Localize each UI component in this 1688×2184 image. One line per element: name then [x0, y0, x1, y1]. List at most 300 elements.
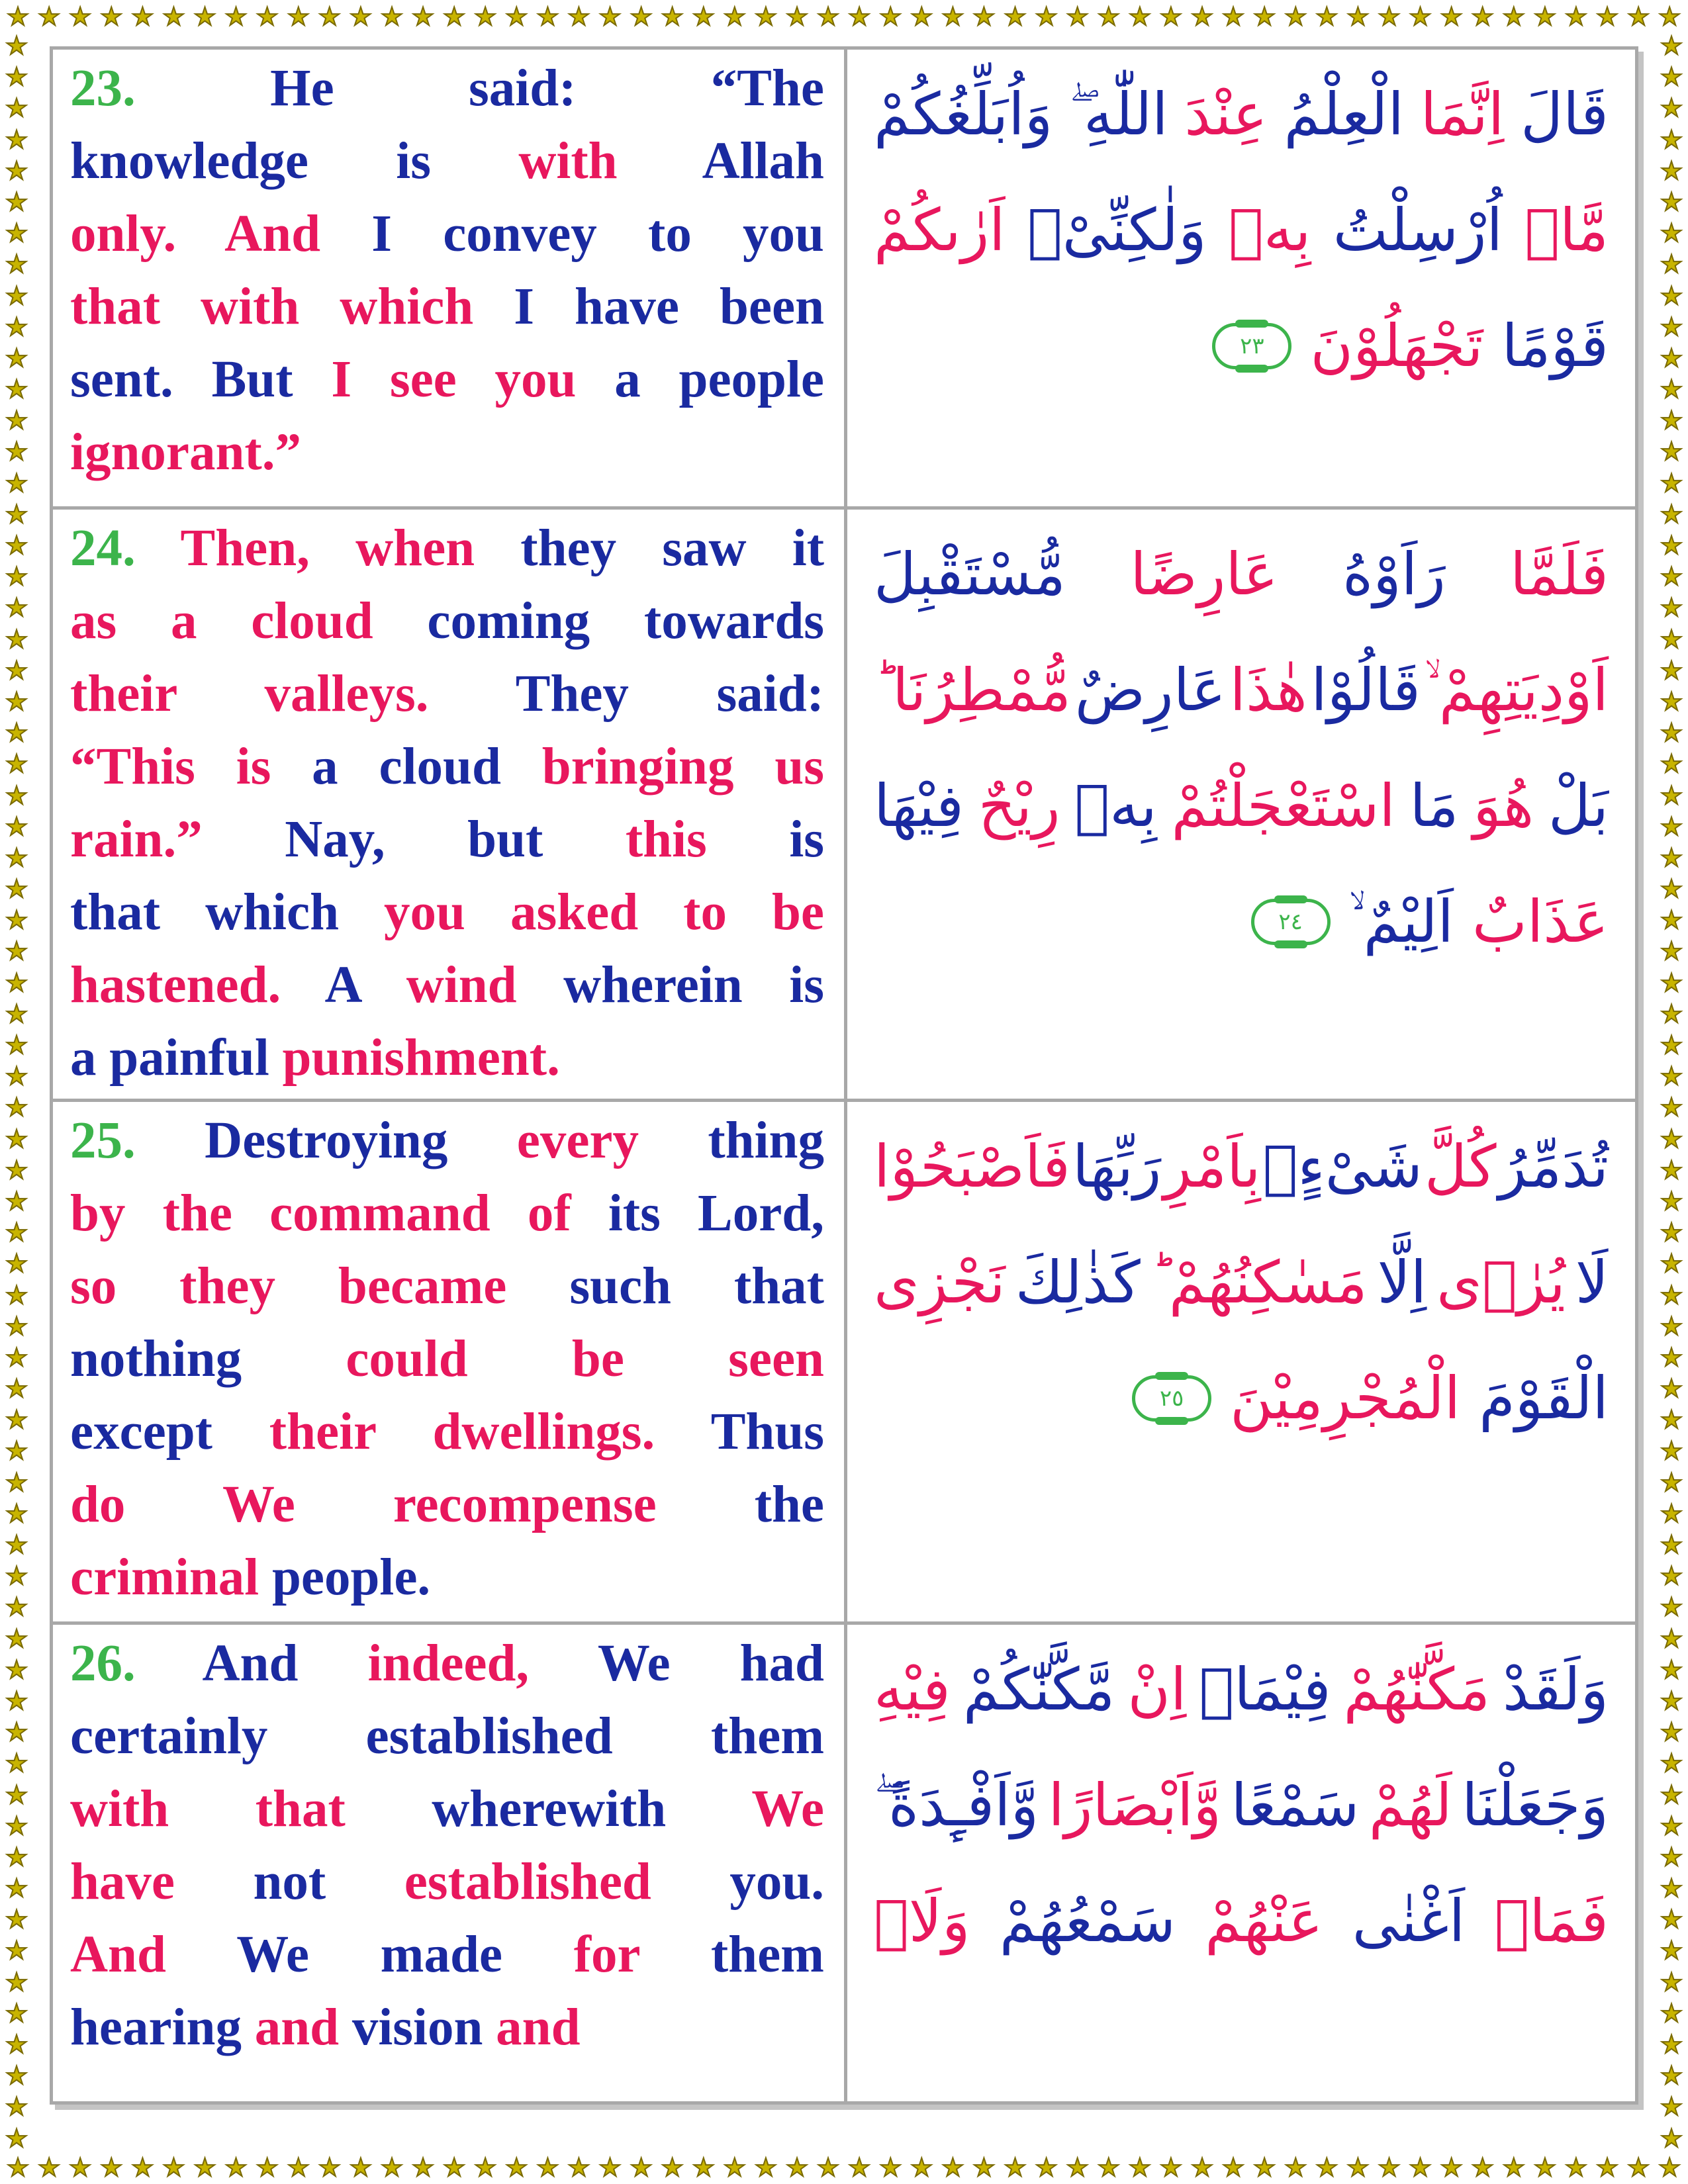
verse-row-26	[53, 1625, 1635, 2101]
star-icon: ★	[5, 2061, 28, 2091]
translation-segment: And	[202, 1635, 368, 1692]
arabic-word: نَجْزِی	[874, 1248, 1006, 1316]
arabic-word: عَنْهُمْ	[1205, 1887, 1323, 1955]
star-icon: ★	[1440, 2, 1463, 31]
arabic-word: اَوْدِیَتِهِمْ ۙ	[1424, 656, 1609, 724]
star-icon: ★	[1066, 2, 1089, 31]
verse-number: 24.	[70, 520, 136, 577]
star-icon: ★	[1660, 1186, 1683, 1216]
translation-segment: people.	[271, 1549, 431, 1606]
translation-line	[70, 1250, 824, 1323]
arabic-word: سَمْعًا	[1231, 1771, 1360, 1839]
star-icon: ★	[224, 2153, 248, 2182]
star-border-right	[1655, 33, 1688, 2151]
star-icon: ★	[1660, 1467, 1683, 1497]
verse-row-23	[53, 50, 1635, 510]
star-icon: ★	[1660, 1155, 1683, 1185]
star-icon: ★	[692, 2153, 715, 2182]
star-icon: ★	[1660, 1498, 1683, 1528]
star-icon: ★	[1660, 1342, 1683, 1372]
translation-segment: certainly established them	[70, 1707, 824, 1765]
translation-line	[70, 1323, 824, 1396]
star-icon: ★	[1627, 2, 1650, 31]
translation-segment: not	[253, 1853, 404, 1911]
translation-segment: bringing us	[541, 738, 824, 796]
star-icon: ★	[5, 312, 28, 341]
translation-segment: wind	[406, 956, 564, 1014]
translation-line	[70, 1022, 824, 1095]
star-icon: ★	[536, 2153, 559, 2182]
translation-segment: do We recompense	[70, 1476, 755, 1533]
star-icon: ★	[1660, 874, 1683, 904]
star-icon: ★	[1502, 2153, 1525, 2182]
star-icon: ★	[1660, 1093, 1683, 1122]
star-icon: ★	[69, 2153, 92, 2182]
star-icon: ★	[1660, 1249, 1683, 1279]
star-icon: ★	[661, 2, 684, 31]
star-icon: ★	[5, 905, 28, 935]
translation-line	[70, 658, 824, 731]
translation-segment: the	[754, 1476, 824, 1533]
star-icon: ★	[100, 2153, 123, 2182]
star-icon: ★	[1409, 2153, 1432, 2182]
arabic-word: وَلَقَدْ	[1502, 1655, 1609, 1723]
arabic-text	[847, 1102, 1635, 1621]
arabic-word: سَمْعُهُمْ	[999, 1887, 1176, 1955]
translation-segment: with that	[70, 1780, 432, 1838]
translation-segment: so they became	[70, 1257, 570, 1315]
translation-segment: this	[625, 811, 790, 868]
star-icon: ★	[5, 1124, 28, 1154]
translation-segment: could be seen	[346, 1330, 824, 1388]
arabic-word: فَاَصْبَحُوْا	[874, 1132, 1070, 1201]
star-icon: ★	[1660, 1780, 1683, 1809]
star-icon: ★	[1253, 2, 1276, 31]
arabic-word: تَجْهَلُوْنَ	[1310, 312, 1483, 380]
star-icon: ★	[5, 1655, 28, 1684]
star-icon: ★	[1660, 1749, 1683, 1778]
star-icon: ★	[193, 2, 216, 31]
arabic-line	[874, 288, 1609, 404]
star-icon: ★	[412, 2, 435, 31]
star-icon: ★	[1660, 2061, 1683, 2091]
star-icon: ★	[692, 2, 715, 31]
star-icon: ★	[1660, 624, 1683, 654]
star-icon: ★	[5, 250, 28, 279]
star-icon: ★	[910, 2153, 933, 2182]
star-icon: ★	[5, 686, 28, 716]
star-icon: ★	[38, 2153, 61, 2182]
star-icon: ★	[162, 2, 185, 31]
star-icon: ★	[785, 2153, 809, 2182]
star-icon: ★	[5, 499, 28, 529]
translation-segment: We made	[236, 1926, 574, 1983]
star-icon: ★	[1660, 250, 1683, 279]
verse-table	[50, 46, 1638, 2105]
translation-line	[70, 1773, 824, 1846]
star-icon: ★	[5, 1874, 28, 1903]
star-icon: ★	[38, 2, 61, 31]
star-icon: ★	[1660, 2030, 1683, 2059]
star-icon: ★	[5, 468, 28, 498]
star-icon: ★	[1564, 2153, 1587, 2182]
star-icon: ★	[1222, 2, 1245, 31]
star-icon: ★	[412, 2153, 435, 2182]
star-icon: ★	[5, 406, 28, 435]
translation-segment: “This is	[70, 738, 312, 796]
translation-line	[70, 803, 824, 876]
star-icon: ★	[1346, 2, 1370, 31]
star-icon: ★	[5, 1280, 28, 1310]
translation-line	[70, 585, 824, 658]
star-icon: ★	[972, 2153, 996, 2182]
star-icon: ★	[1035, 2153, 1058, 2182]
star-icon: ★	[131, 2, 154, 31]
star-icon: ★	[1378, 2153, 1401, 2182]
star-icon: ★	[5, 999, 28, 1028]
translation-segment: a cloud	[312, 738, 542, 796]
star-icon: ★	[817, 2153, 840, 2182]
star-icon: ★	[1660, 718, 1683, 748]
translation-segment: for	[573, 1926, 711, 1983]
star-icon: ★	[5, 562, 28, 592]
star-icon: ★	[193, 2153, 216, 2182]
arabic-line	[874, 1224, 1609, 1340]
star-icon: ★	[5, 780, 28, 810]
star-icon: ★	[1660, 1655, 1683, 1684]
arabic-word: بِهٖ	[1074, 772, 1157, 840]
arabic-word: وَلٰكِنِّیْۤ	[1027, 196, 1207, 264]
star-icon: ★	[1284, 2, 1307, 31]
arabic-word: عَذَابٌ	[1472, 887, 1609, 956]
arabic-word: بَلْ	[1548, 772, 1609, 840]
star-icon: ★	[5, 1405, 28, 1435]
translation-segment: that which	[70, 884, 385, 941]
arabic-word: وَلَاۤ	[874, 1887, 970, 1955]
star-icon: ★	[785, 2, 809, 31]
translation-line	[70, 1919, 824, 1991]
star-icon: ★	[536, 2, 559, 31]
star-icon: ★	[5, 375, 28, 404]
star-icon: ★	[1471, 2153, 1494, 2182]
arabic-word: فَلَمَّا	[1510, 540, 1609, 608]
translation-segment: They said:	[515, 665, 824, 723]
star-icon: ★	[5, 874, 28, 904]
star-icon: ★	[5, 1780, 28, 1809]
translation-segment: punishment.	[282, 1029, 560, 1087]
star-border-bottom	[7, 2151, 1681, 2184]
star-icon: ★	[1660, 93, 1683, 123]
translation-line	[70, 343, 824, 416]
star-icon: ★	[380, 2153, 404, 2182]
star-icon: ★	[1660, 1717, 1683, 1747]
star-icon: ★	[443, 2, 466, 31]
translation-line	[70, 1396, 824, 1469]
star-icon: ★	[1660, 31, 1683, 60]
star-icon: ★	[5, 624, 28, 654]
star-icon: ★	[1471, 2, 1494, 31]
translation-line	[70, 1627, 824, 1700]
arabic-word: اَرٰىكُمْ	[874, 196, 1006, 264]
arabic-word: شَیْءٍۭ	[1262, 1132, 1423, 1201]
translation-segment: nothing	[70, 1330, 346, 1388]
star-icon: ★	[5, 1936, 28, 1966]
translation-segment: Then, when	[180, 520, 521, 577]
arabic-word: اَلِیْمٌ ۙ	[1348, 887, 1454, 956]
star-icon: ★	[474, 2, 497, 31]
star-icon: ★	[5, 1218, 28, 1248]
translation-segment: rain.”	[70, 811, 285, 868]
star-icon: ★	[1315, 2153, 1338, 2182]
star-icon: ★	[5, 1093, 28, 1122]
star-icon: ★	[256, 2, 279, 31]
arabic-word: اسْتَعْجَلْتُمْ	[1171, 772, 1395, 840]
star-icon: ★	[5, 281, 28, 310]
star-icon: ★	[5, 1717, 28, 1747]
star-icon: ★	[848, 2153, 871, 2182]
arabic-word: مَّكَّنّٰكُمْ	[962, 1655, 1115, 1723]
star-icon: ★	[5, 187, 28, 216]
arabic-word: مَا	[1409, 772, 1459, 840]
star-icon: ★	[5, 1342, 28, 1372]
translation-segment: criminal	[70, 1549, 272, 1606]
translation-segment: wherein is	[563, 956, 824, 1014]
arabic-word: بِاَمْرِ	[1163, 1132, 1261, 1201]
translation-segment: its Lord,	[608, 1185, 824, 1242]
star-icon: ★	[1660, 811, 1683, 841]
star-icon: ★	[848, 2, 871, 31]
star-icon: ★	[1533, 2, 1556, 31]
arabic-line	[874, 1340, 1609, 1456]
arabic-word: هٰذَا	[1229, 656, 1307, 724]
translation-segment: hearing	[70, 1999, 255, 2056]
arabic-word: اُرْسِلْتُ	[1333, 196, 1503, 264]
verse-end-marker-icon: ٢٣	[1212, 323, 1291, 369]
star-icon: ★	[69, 2, 92, 31]
star-icon: ★	[567, 2153, 590, 2182]
star-icon: ★	[1660, 1374, 1683, 1404]
star-icon: ★	[941, 2153, 964, 2182]
star-icon: ★	[1660, 156, 1683, 185]
star-icon: ★	[1660, 375, 1683, 404]
arabic-line	[874, 1631, 1609, 1747]
arabic-word: كَذٰلِكَ	[1015, 1248, 1141, 1316]
arabic-word: فِیْمَاۤ	[1199, 1655, 1331, 1723]
star-icon: ★	[1660, 2123, 1683, 2153]
arabic-word: وَجَعَلْنَا	[1462, 1771, 1609, 1839]
star-icon: ★	[1660, 1280, 1683, 1310]
translation-segment: knowledge is	[70, 132, 519, 190]
arabic-word: اَغْنٰى	[1352, 1887, 1466, 1955]
star-icon: ★	[598, 2153, 622, 2182]
star-icon: ★	[5, 62, 28, 92]
star-icon: ★	[1660, 1124, 1683, 1154]
star-icon: ★	[1658, 2, 1681, 31]
star-icon: ★	[287, 2, 310, 31]
arabic-text	[847, 510, 1635, 1099]
verse-row-24	[53, 510, 1635, 1102]
star-icon: ★	[1159, 2, 1182, 31]
star-icon: ★	[5, 1842, 28, 1872]
star-icon: ★	[1660, 1030, 1683, 1060]
translation-line	[70, 876, 824, 949]
translation-segment: Thus	[710, 1403, 825, 1461]
arabic-word: رَبِّهَا	[1072, 1132, 1162, 1201]
star-icon: ★	[1660, 1842, 1683, 1872]
arabic-word: قَالُوْا	[1311, 656, 1421, 724]
star-icon: ★	[1660, 1311, 1683, 1341]
translation-segment: He said: “The	[270, 60, 824, 117]
star-icon: ★	[1660, 2092, 1683, 2122]
arabic-line	[874, 864, 1609, 979]
star-icon: ★	[5, 718, 28, 748]
verse-number: 23.	[70, 60, 136, 117]
star-icon: ★	[1066, 2153, 1089, 2182]
star-icon: ★	[100, 2, 123, 31]
translation-segment: except	[70, 1403, 269, 1461]
translation-segment: that with which	[70, 278, 514, 336]
translation-segment: established	[404, 1853, 730, 1911]
star-icon: ★	[1660, 562, 1683, 592]
star-icon: ★	[1660, 1062, 1683, 1091]
star-icon: ★	[661, 2153, 684, 2182]
star-icon: ★	[5, 124, 28, 154]
star-icon: ★	[1004, 2, 1027, 31]
star-icon: ★	[1660, 1998, 1683, 2028]
translation-segment: And	[70, 1926, 237, 1983]
star-icon: ★	[1097, 2, 1120, 31]
star-icon: ★	[1097, 2153, 1120, 2182]
arabic-word: الْمُجْرِمِیْنَ	[1230, 1364, 1461, 1432]
arabic-word: عَارِضًا	[1130, 540, 1278, 608]
star-icon: ★	[1128, 2, 1151, 31]
translation-line	[70, 1700, 824, 1773]
arabic-line	[874, 172, 1609, 288]
star-icon: ★	[1035, 2, 1058, 31]
translation-line	[70, 949, 824, 1022]
translation-segment: you asked to be	[384, 884, 824, 941]
star-icon: ★	[349, 2153, 372, 2182]
arabic-word: الْعِلْمُ	[1284, 80, 1404, 148]
arabic-word: بِهٖ	[1228, 196, 1311, 264]
translation-segment: hastened.	[70, 956, 325, 1014]
star-icon: ★	[1660, 655, 1683, 685]
translation-segment: I see you	[331, 351, 615, 408]
star-icon: ★	[910, 2, 933, 31]
star-icon: ★	[256, 2153, 279, 2182]
arabic-word: هُوَ	[1473, 772, 1534, 840]
translation-segment: them	[710, 1926, 824, 1983]
star-icon: ★	[754, 2, 777, 31]
verse-end-marker-icon: ٢٤	[1251, 899, 1331, 945]
arabic-word: اِنَّمَا	[1420, 80, 1505, 148]
arabic-word: اِلَّا	[1377, 1248, 1427, 1316]
translation-segment: and	[496, 1999, 581, 2056]
star-icon: ★	[5, 1592, 28, 1622]
verse-number: 25.	[70, 1112, 136, 1169]
translation-line	[70, 731, 824, 803]
translation-segment: their dwellings.	[269, 1403, 711, 1461]
arabic-line	[874, 632, 1609, 748]
star-icon: ★	[5, 1967, 28, 1997]
star-icon: ★	[443, 2153, 466, 2182]
arabic-line	[874, 516, 1609, 632]
arabic-word: رَاَوْهُ	[1342, 540, 1446, 608]
star-icon: ★	[630, 2, 653, 31]
star-icon: ★	[5, 1155, 28, 1185]
star-icon: ★	[1595, 2, 1619, 31]
star-icon: ★	[1660, 936, 1683, 966]
star-icon: ★	[5, 1030, 28, 1060]
star-icon: ★	[349, 2, 372, 31]
star-icon: ★	[1190, 2153, 1214, 2182]
star-icon: ★	[7, 2153, 30, 2182]
star-icon: ★	[1660, 1905, 1683, 1934]
star-icon: ★	[5, 343, 28, 373]
arabic-word: الْقَوْمَ	[1479, 1364, 1609, 1432]
translation-segment: by the command of	[70, 1185, 608, 1242]
star-icon: ★	[1159, 2153, 1182, 2182]
star-icon: ★	[754, 2153, 777, 2182]
translation-segment: you.	[729, 1853, 824, 1911]
star-icon: ★	[1378, 2, 1401, 31]
verse-end-marker-icon: ٢٥	[1132, 1375, 1211, 1422]
star-icon: ★	[5, 968, 28, 997]
star-border-left	[0, 33, 33, 2151]
star-icon: ★	[598, 2, 622, 31]
arabic-word: وَّاَبْصَارًا	[1048, 1771, 1222, 1839]
translation-segment: is	[789, 811, 825, 868]
star-icon: ★	[1346, 2153, 1370, 2182]
star-icon: ★	[1660, 905, 1683, 935]
translation-segment: as a cloud	[70, 592, 428, 650]
translation-segment: We	[751, 1780, 824, 1838]
star-icon: ★	[5, 1905, 28, 1934]
translation-segment: ignorant.”	[70, 424, 301, 481]
star-icon: ★	[1190, 2, 1214, 31]
star-icon: ★	[5, 1436, 28, 1466]
arabic-word: تُدَمِّرُ	[1498, 1132, 1609, 1201]
star-icon: ★	[5, 1811, 28, 1841]
star-icon: ★	[1660, 312, 1683, 341]
star-icon: ★	[1502, 2, 1525, 31]
star-icon: ★	[1660, 1218, 1683, 1248]
star-icon: ★	[1660, 593, 1683, 623]
star-icon: ★	[1660, 1405, 1683, 1435]
arabic-word: فِیْهِ	[874, 1655, 951, 1723]
star-icon: ★	[1660, 468, 1683, 498]
star-icon: ★	[5, 1467, 28, 1497]
arabic-word: مَسٰكِنُهُمْ ؕ	[1150, 1248, 1368, 1316]
star-icon: ★	[5, 655, 28, 685]
arabic-line	[874, 1863, 1609, 1979]
translation-line	[70, 1469, 824, 1541]
star-icon: ★	[5, 1374, 28, 1404]
star-icon: ★	[1222, 2153, 1245, 2182]
star-icon: ★	[1660, 686, 1683, 716]
arabic-word: یُرٰۤى	[1436, 1248, 1566, 1316]
translation-line	[70, 1541, 824, 1614]
star-icon: ★	[5, 156, 28, 185]
star-icon: ★	[1660, 62, 1683, 92]
translation-segment: they saw it	[520, 520, 824, 577]
translation-line	[70, 1105, 824, 1177]
star-icon: ★	[1658, 2153, 1681, 2182]
star-icon: ★	[1253, 2153, 1276, 2182]
translation-segment: coming towards	[427, 592, 824, 650]
star-icon: ★	[474, 2153, 497, 2182]
star-icon: ★	[1660, 437, 1683, 467]
